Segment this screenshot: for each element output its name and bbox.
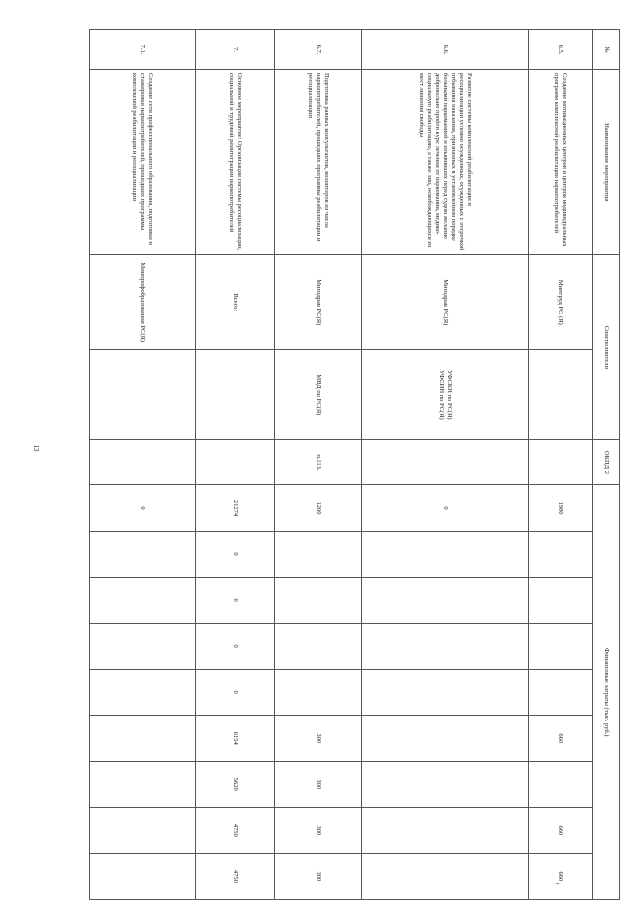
cost-cell: 300 — [275, 715, 362, 761]
header-name: Наименование мероприятия — [593, 70, 620, 255]
cost-cell — [90, 623, 196, 669]
cost-cell — [90, 853, 196, 899]
executor-primary: Минпрофобразования РС(Я) — [90, 255, 196, 350]
cost-cell: 660 — [528, 715, 592, 761]
header-costs: Финансовые затраты (тыс. руб.) — [593, 485, 620, 900]
cost-cell — [362, 807, 529, 853]
activities-table — [89, 29, 620, 900]
okpd-code: п.113. — [275, 440, 362, 485]
activity-name: Развитие системы комплексной реабилитации и ресоциализации условно осужденных, осужденных с отсрочкой отбывания наказания, признанных в установленном порядке больными наркоманией и изъявивших перед судом желание добровольно пройти курс лечения от наркомании, медико-социальную реабилитацию, а также лиц, освобождающихся из мест лишения свободы — [362, 70, 529, 255]
okpd-code — [195, 440, 275, 485]
row-number: 7.1. — [90, 30, 196, 70]
header-num: № — [593, 30, 620, 70]
cost-cell — [90, 807, 196, 853]
cost-cell — [362, 623, 529, 669]
cost-cell: 660 — [528, 853, 592, 899]
cost-cell — [90, 715, 196, 761]
row-number: 6.7. — [275, 30, 362, 70]
cost-cell — [275, 577, 362, 623]
row-number: 6.6. — [362, 30, 529, 70]
cost-cell — [362, 669, 529, 715]
cost-cell — [362, 761, 529, 807]
row-number: 6.5. — [528, 30, 592, 70]
cost-cell — [90, 669, 196, 715]
cost-cell: 300 — [275, 761, 362, 807]
cost-cell — [275, 623, 362, 669]
okpd-code — [528, 440, 592, 485]
activities-table-rotated — [89, 29, 620, 900]
cost-cell — [362, 715, 529, 761]
cost-cell — [528, 623, 592, 669]
executor-primary: Минздрав РС(Я) — [362, 255, 529, 350]
cost-cell — [90, 531, 196, 577]
executor-secondary — [90, 350, 196, 440]
cost-cell — [528, 761, 592, 807]
cost-cell: 0 — [195, 531, 275, 577]
activity-name: Основное мероприятие: Организация системы ресоциализации, социальной и трудовой реинтеграции наркопотребителей — [195, 70, 275, 255]
cost-cell: 0 — [362, 485, 529, 531]
row-number: 7. — [195, 30, 275, 70]
cost-cell: 21274 — [195, 485, 275, 531]
cost-cell: 0 — [90, 485, 196, 531]
executor-primary: Минздрав РС(Я) — [275, 255, 362, 350]
cost-cell: 660 — [528, 807, 592, 853]
cost-cell: 1980 — [528, 485, 592, 531]
header-okpd: ОКПД 2 — [593, 440, 620, 485]
activity-name: Создание сети профессионального образования, подготовки и стажировки наркопотребителей, прошедших программы комплексной реабилитации и ресоциализации — [90, 70, 196, 255]
activity-name: Подготовка равных консультантов, волонтеров из числа наркопотребителей, прошедших программы реабилитации и ресоциализации — [275, 70, 362, 255]
cost-cell — [362, 577, 529, 623]
cost-cell — [362, 853, 529, 899]
cost-cell: 4750 — [195, 807, 275, 853]
cost-cell: 0 — [195, 623, 275, 669]
cost-cell: 0 — [195, 577, 275, 623]
table-row — [90, 30, 196, 900]
okpd-code — [90, 440, 196, 485]
cost-cell: 5620 — [195, 761, 275, 807]
okpd-code — [362, 440, 529, 485]
table-row — [528, 30, 592, 900]
executor-secondary — [528, 350, 592, 440]
table-row — [195, 30, 275, 900]
cost-cell — [90, 761, 196, 807]
activity-name: Создание мотивационных центров и центров индивидуальных программ комплексной реабилитации наркопотребителей — [528, 70, 592, 255]
cost-cell: 0 — [195, 669, 275, 715]
cost-cell — [275, 669, 362, 715]
executor-secondary: УФСКН по РС(Я) УФСИН по РС(Я) — [362, 350, 529, 440]
cost-cell — [362, 531, 529, 577]
scan-mark — [556, 883, 559, 884]
cost-cell: 300 — [275, 853, 362, 899]
executor-primary: Минтруд РС (Я) — [528, 255, 592, 350]
cost-cell: 300 — [275, 807, 362, 853]
cost-cell: 1200 — [275, 485, 362, 531]
cost-cell — [275, 531, 362, 577]
cost-cell — [90, 577, 196, 623]
cost-cell — [528, 531, 592, 577]
cost-cell — [528, 577, 592, 623]
executor-secondary — [195, 350, 275, 440]
table-row — [275, 30, 362, 900]
executor-secondary: МВД по РС(Я) — [275, 350, 362, 440]
header-executors: Соисполнители — [593, 255, 620, 440]
cost-cell: 4750 — [195, 853, 275, 899]
table-row — [362, 30, 529, 900]
executor-primary: Всего: — [195, 255, 275, 350]
table-body — [90, 30, 593, 900]
page-number: 13 — [32, 444, 40, 452]
cost-cell: 6154 — [195, 715, 275, 761]
cost-cell — [528, 669, 592, 715]
